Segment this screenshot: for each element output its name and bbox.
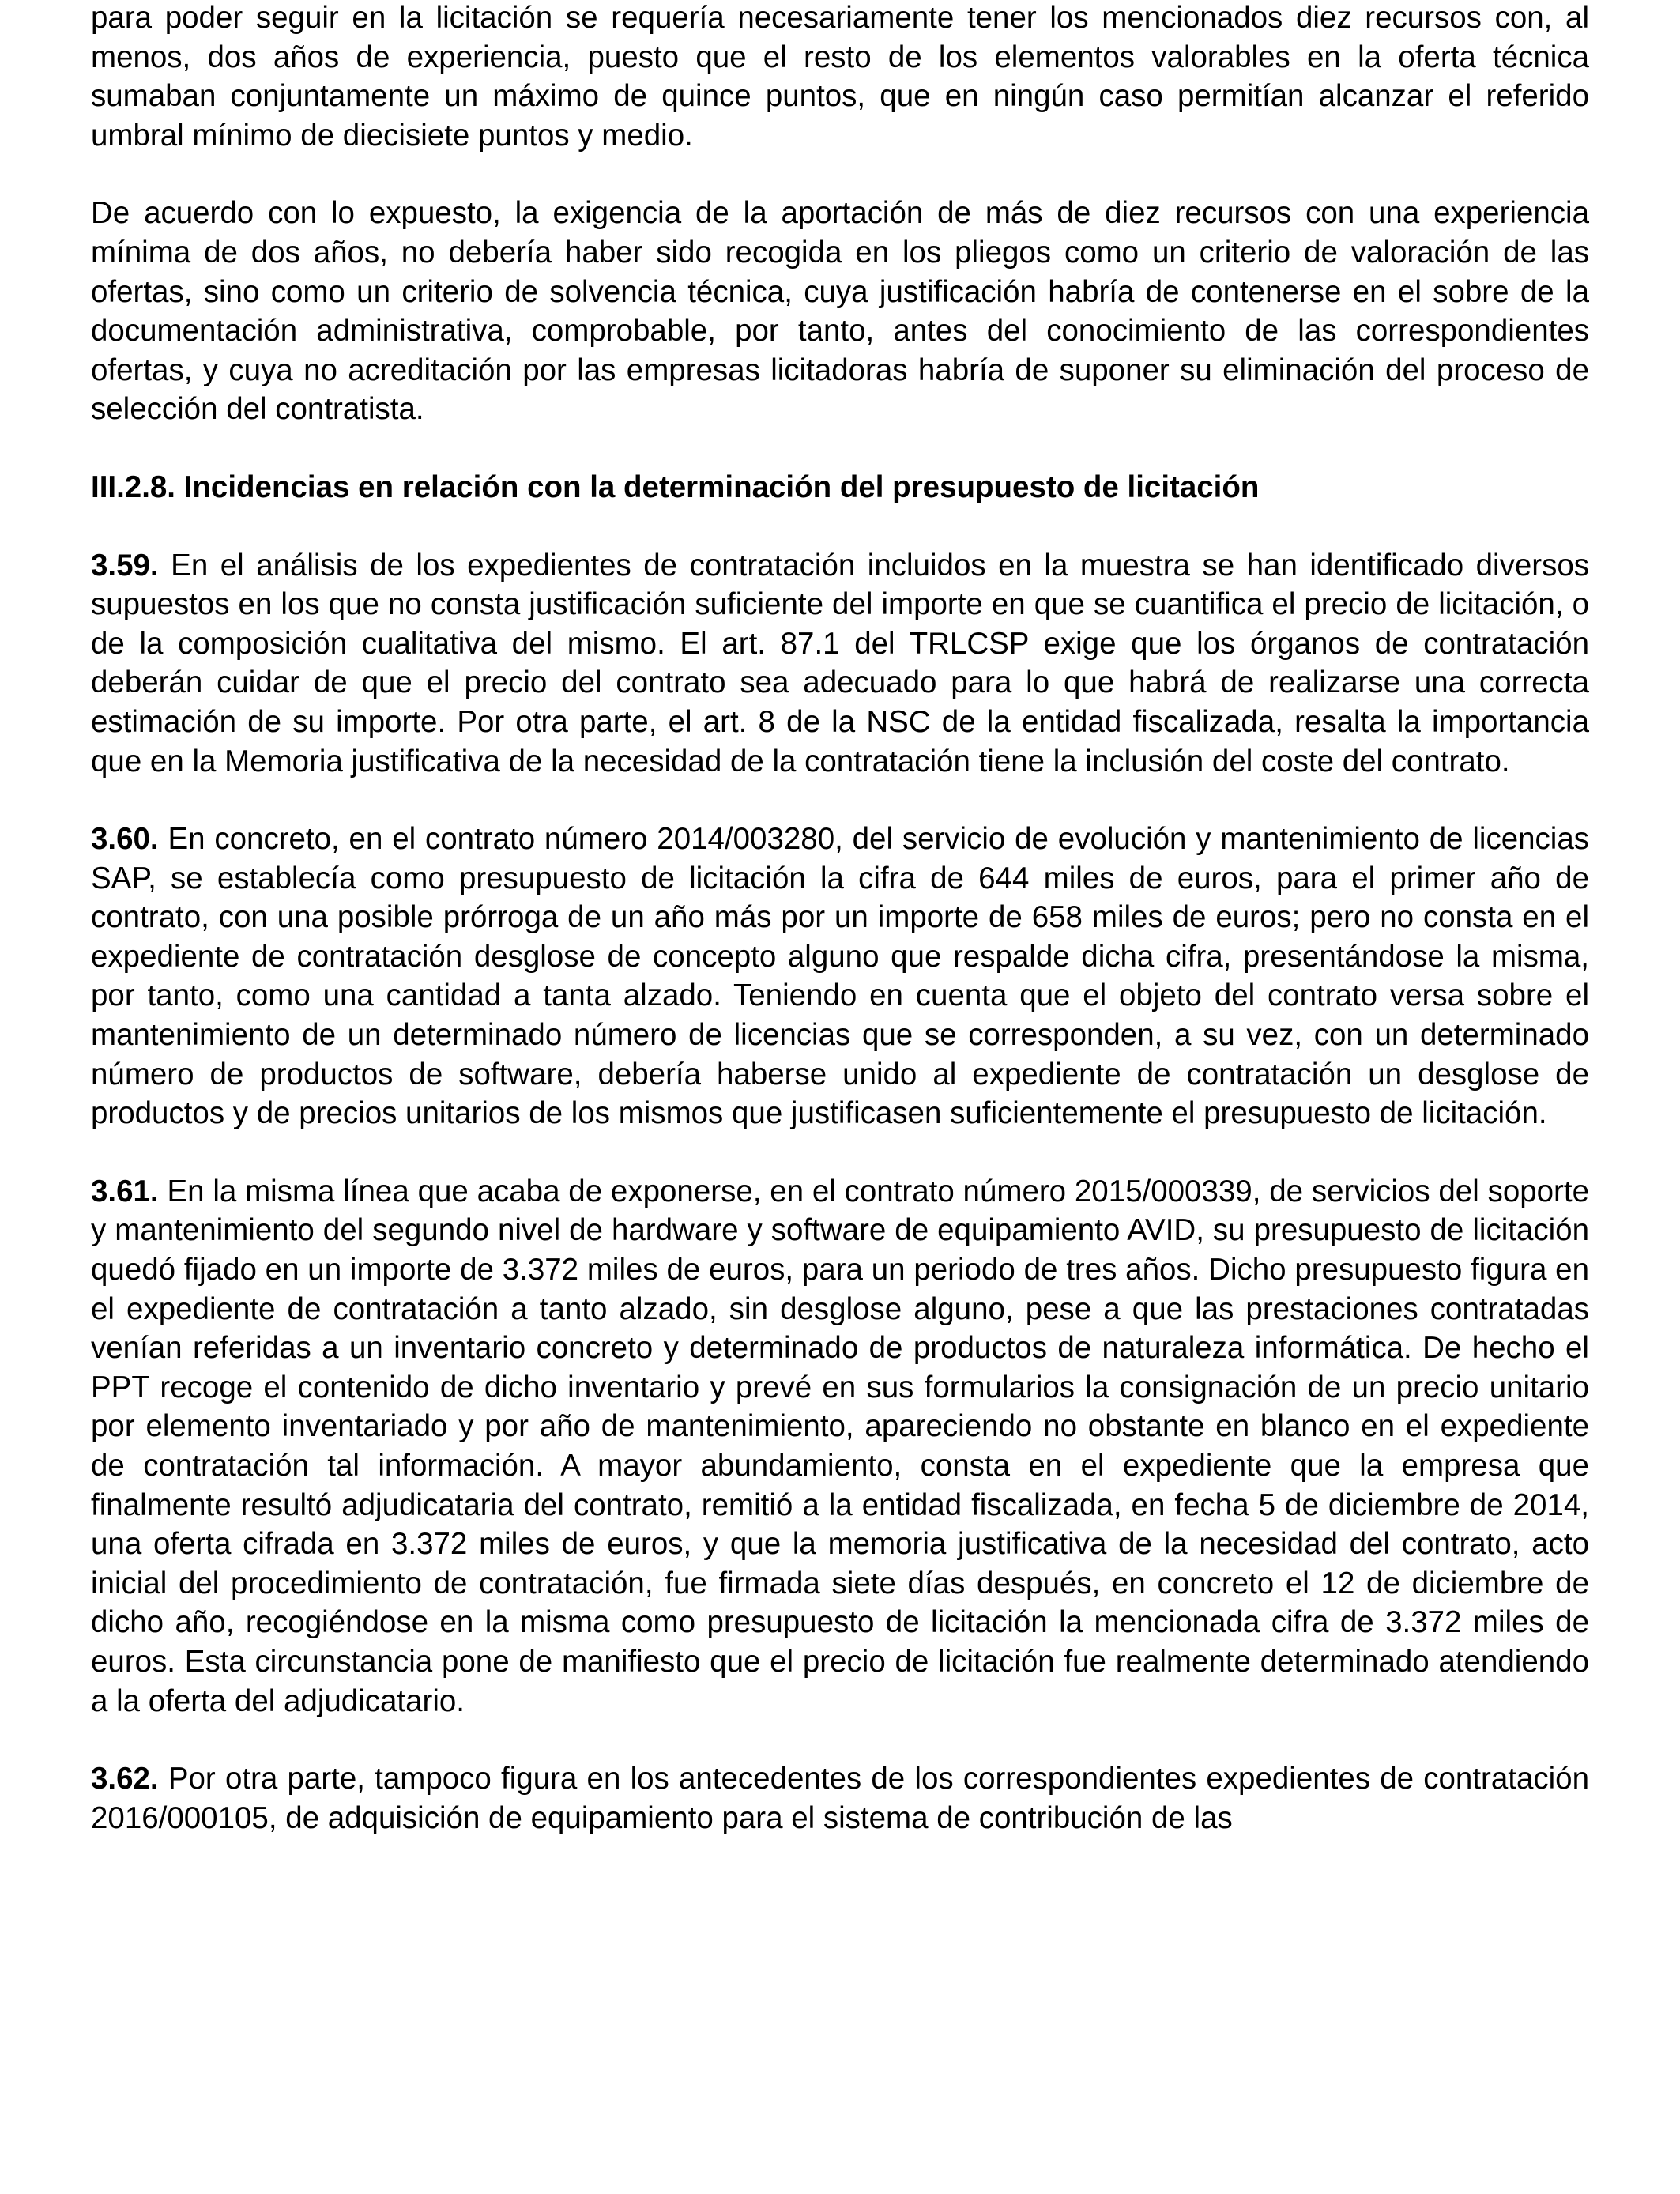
document-page <box>91 0 1589 1838</box>
paragraph-spacer <box>91 155 1589 194</box>
paragraph-spacer <box>91 1133 1589 1172</box>
paragraph-spacer <box>91 1721 1589 1759</box>
paragraph-text: En la misma línea que acaba de exponerse, en el contrato número 2015/000339, de servicios del soporte y mantenimiento del segundo nivel de hardware y software de equipamiento AVID, su presupuesto de licitación quedó fijado en un importe de 3.372 miles de euros, para un periodo de tres años. Dicho presupuesto figura en el expediente de contratación a tanto alzado, sin desglose alguno, pese a que las prestaciones contratadas venían referidas a un inventario concreto y determinado de productos de naturaleza informática. De hecho el PPT recoge el contenido de dicho inventario y prevé en sus formularios la consignación de un precio unitario por elemento inventariado y por año de mantenimiento, apareciendo no obstante en blanco en el expediente de contratación tal información. A mayor abundamiento, consta en el expediente que la empresa que finalmente resultó adjudicataria del contrato, remitió a la entidad fiscalizada, en fecha 5 de diciembre de 2014, una oferta cifrada en 3.372 miles de euros, y que la memoria justificativa de la necesidad del contrato, acto inicial del procedimiento de contratación, fue firmada siete días después, en concreto el 12 de diciembre de dicho año, recogiéndose en la misma como presupuesto de licitación la mencionada cifra de 3.372 miles de euros. Esta circunstancia pone de manifiesto que el precio de licitación fue realmente determinado atendiendo a la oferta del adjudicatario. <box>91 1174 1589 1718</box>
paragraph-number: 3.61. <box>91 1174 159 1208</box>
section-heading: III.2.8. Incidencias en relación con la determinación del presupuesto de licitación <box>91 469 1260 504</box>
paragraph-text: En el análisis de los expedientes de contratación incluidos en la muestra se han identificado diversos supuestos en los que no consta justificación suficiente del importe en que se cuantifica el precio de licitación, o de la composición cualitativa del mismo. El art. 87.1 del TRLCSP exige que los órganos de contratación deberán cuidar de que el precio del contrato sea adecuado para lo que habrá de realizarse una correcta estimación de su importe. Por otra parte, el art. 8 de la NSC de la entidad fiscalizada, resalta la importancia que en la Memoria justificativa de la necesidad de la contratación tiene la inclusión del coste del contrato. <box>91 548 1589 778</box>
paragraph-solvencia: De acuerdo con lo expuesto, la exigencia de la aportación de más de diez recursos con una experiencia mínima de dos años, no debería haber sido recogida en los pliegos como un criterio de valoración de las ofertas, sino como un criterio de solvencia técnica, cuya justificación habría de contenerse en el sobre de la documentación administrativa, comprobable, por tanto, antes del conocimiento de las correspondientes ofertas, y cuya no acreditación por las empresas licitadoras habría de suponer su eliminación del proceso de selección del contratista. <box>91 196 1589 427</box>
paragraph-intro: para poder seguir en la licitación se requería necesariamente tener los mencionados diez recursos con, al menos, dos años de experiencia, puesto que el resto de los elementos valorables en la oferta técnica sumaban conjuntamente un máximo de quince puntos, que en ningún caso permitían alcanzar el referido umbral mínimo de diecisiete puntos y medio. <box>91 1 1589 153</box>
paragraph-text: En concreto, en el contrato número 2014/003280, del servicio de evolución y mantenimiento de licencias SAP, se establecía como presupuesto de licitación la cifra de 644 miles de euros, para el primer año de contrato, con una posible prórroga de un año más por un importe de 658 miles de euros; pero no consta en el expediente de contratación desglose de concepto alguno que respalde dicha cifra, presentándose la misma, por tanto, como una cantidad a tanta alzado. Teniendo en cuenta que el objeto del contrato versa sobre el mantenimiento de un determinado número de licencias que se corresponden, a su vez, con un determinado número de productos de software, debería haberse unido al expediente de contratación un desglose de productos y de precios unitarios de los mismos que justificasen suficientemente el presupuesto de licitación. <box>91 822 1589 1131</box>
numbered-paragraph-3-60 <box>91 820 1589 1133</box>
paragraph-number: 3.60. <box>91 822 159 857</box>
paragraph-number: 3.59. <box>91 548 159 582</box>
paragraph-spacer <box>91 429 1589 468</box>
paragraph-spacer <box>91 507 1589 546</box>
paragraph-spacer <box>91 781 1589 820</box>
numbered-paragraph-3-61 <box>91 1172 1589 1721</box>
paragraph-number: 3.62. <box>91 1762 159 1796</box>
numbered-paragraph-3-59 <box>91 546 1589 782</box>
numbered-paragraph-3-62 <box>91 1759 1589 1838</box>
paragraph-text: Por otra parte, tampoco figura en los antecedentes de los correspondientes expedientes de contratación 2016/000105, de adquisición de equipamiento para el sistema de contribución de las <box>91 1762 1589 1835</box>
